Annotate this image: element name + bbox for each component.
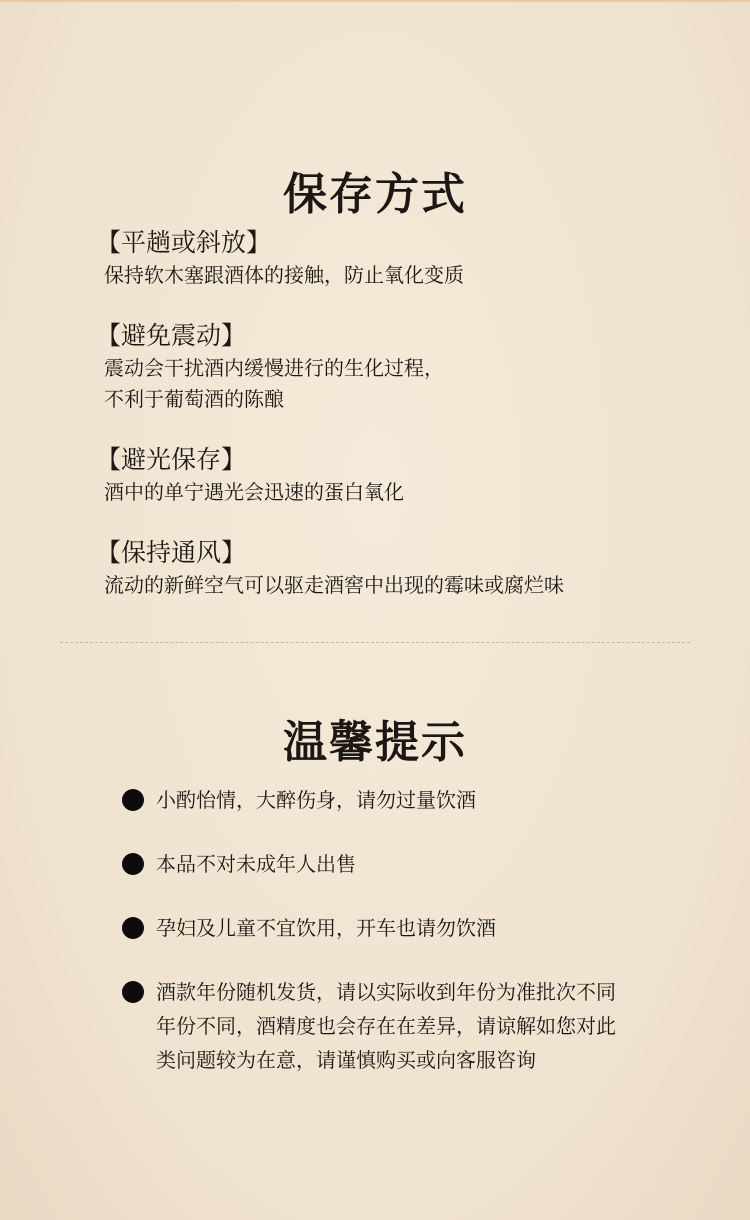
bullet-icon: [122, 789, 144, 811]
tip-text: 小酌怡情，大醉伤身，请勿过量饮酒: [156, 788, 476, 812]
storage-item-heading: 【避光保存】: [96, 445, 247, 474]
storage-list: [96, 226, 720, 629]
storage-item-heading: 【避免震动】: [96, 321, 247, 350]
tip-text: 类问题较为在意，请谨慎购买或向客服咨询: [156, 1048, 536, 1072]
tip-item-drinking: [122, 783, 682, 817]
storage-item-text: 保持软木塞跟酒体的接触，防止氧化变质: [104, 263, 464, 287]
storage-item-text: 不利于葡萄酒的陈酿: [104, 387, 284, 411]
storage-item-horizontal: [96, 226, 720, 291]
tip-text: 孕妇及儿童不宜饮用，开车也请勿饮酒: [156, 916, 496, 940]
storage-item-text: 流动的新鲜空气可以驱走酒窖中出现的霉味或腐烂味: [104, 573, 564, 597]
tip-text: 本品不对未成年人出售: [156, 852, 356, 876]
storage-item-heading: 【平趟或斜放】: [96, 228, 272, 257]
bullet-icon: [122, 917, 144, 939]
section-divider: [60, 642, 690, 643]
storage-item-heading: 【保持通风】: [96, 538, 247, 567]
storage-item-text: 震动会干扰酒内缓慢进行的生化过程，: [104, 356, 444, 380]
tip-text: 年份不同，酒精度也会存在在差异，请谅解如您对此: [156, 1014, 616, 1038]
tip-item-vintage: [122, 975, 682, 1077]
tips-list: [122, 783, 682, 1107]
storage-section-title: 保存方式: [283, 169, 467, 221]
tip-item-pregnancy: [122, 911, 682, 945]
tip-item-minors: [122, 847, 682, 881]
bullet-icon: [122, 853, 144, 875]
storage-item-light: [96, 443, 720, 508]
storage-item-vibration: [96, 319, 720, 415]
top-border-line: [0, 0, 750, 2]
tip-text: 酒款年份随机发货，请以实际收到年份为准批次不同: [156, 980, 616, 1004]
tips-section-title: 温馨提示: [283, 717, 467, 769]
storage-item-text: 酒中的单宁遇光会迅速的蛋白氧化: [104, 480, 404, 504]
storage-item-ventilation: [96, 536, 720, 601]
bullet-icon: [122, 981, 144, 1003]
